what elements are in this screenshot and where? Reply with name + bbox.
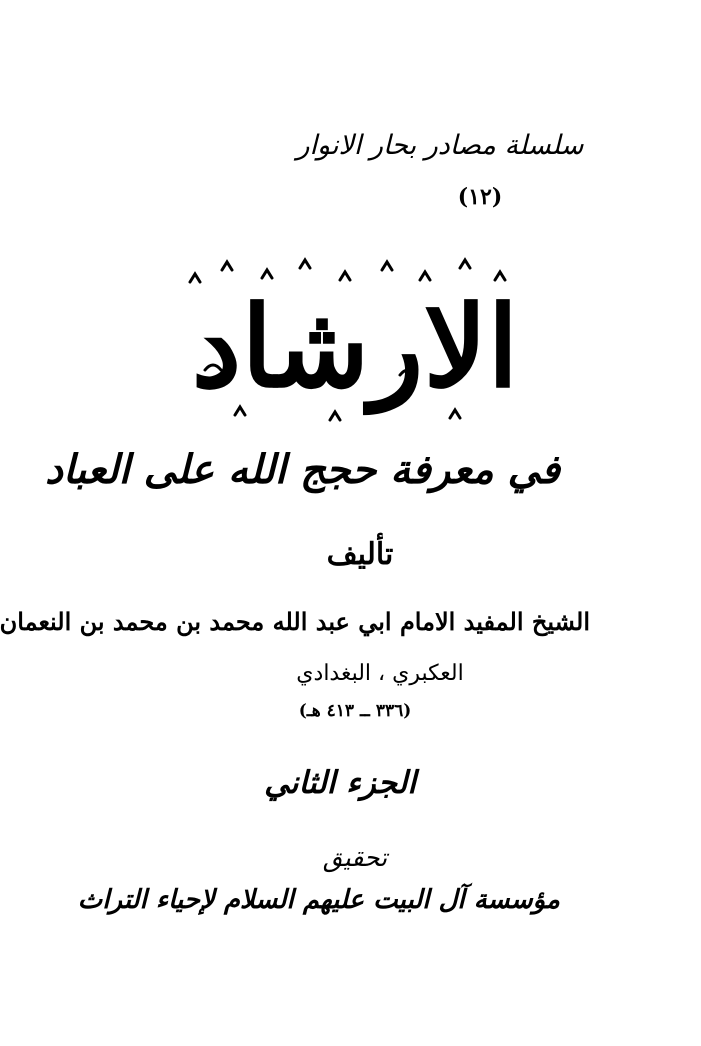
author-nisba: العكبري ، البغدادي [296,661,464,686]
series-number: (١٢) [457,184,503,210]
main-title-block [150,250,560,430]
verification-label: تحقيق [322,843,388,872]
series-name: سلسلة مصادر بحار الانوار [296,130,584,161]
publisher-name: مؤسسة آل البيت عليهم السلام لإحياء التراث [77,885,560,915]
authorship-label: تأليف [326,537,394,572]
ornament-mark [300,260,310,268]
book-title: الارشاد [191,282,519,413]
book-subtitle: في معرفة حجج الله على العباد [45,446,560,493]
ornament-mark [340,272,350,280]
ornament-mark [495,272,505,280]
volume-label: الجزء الثاني [264,765,416,801]
ornament-mark [330,412,340,420]
ornament-mark [420,272,430,280]
ornament-mark [382,262,392,270]
author-name: الشيخ المفيد الامام ابي عبد الله محمد بن محمد بن النعمان [0,607,590,636]
ornament-mark [460,260,470,268]
ornament-mark [222,262,232,270]
ornament-mark [262,270,272,278]
ornament-mark [190,274,200,282]
author-dates: (٣٣٦ ــ ٤١٣ هـ) [298,701,412,721]
